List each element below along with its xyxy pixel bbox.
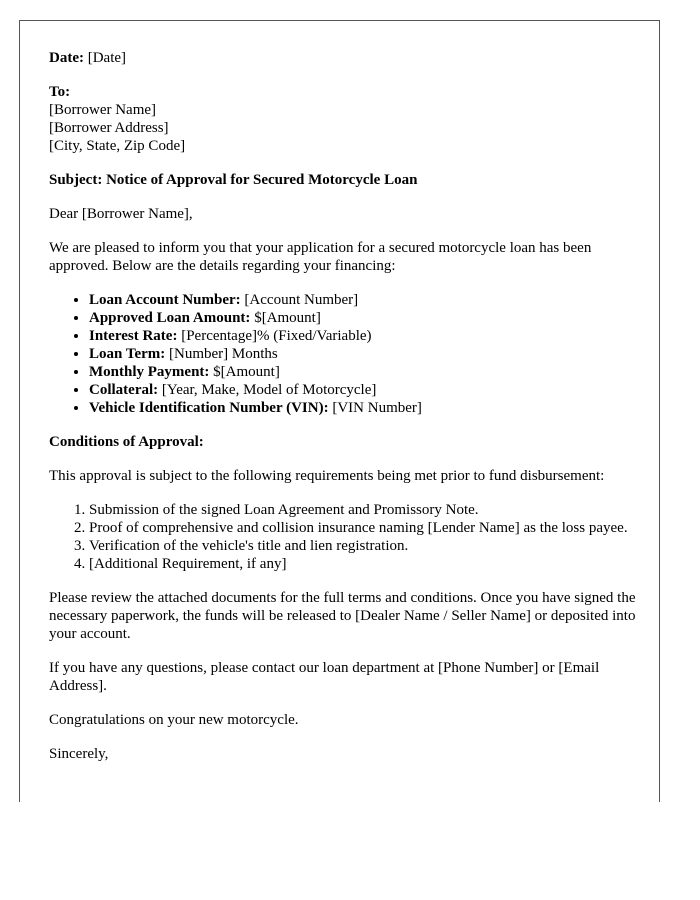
detail-value: [Account Number] (244, 292, 359, 308)
detail-label: Interest Rate: (89, 328, 178, 344)
date-line (49, 49, 639, 67)
intro-paragraph: We are pleased to inform you that your application for a secured motorcycle loan has been approved. Below are the details regarding your financing: (49, 240, 592, 274)
detail-loan-amount (89, 309, 639, 327)
detail-value: [Year, Make, Model of Motorcycle] (161, 382, 377, 398)
recipient-block (49, 83, 639, 155)
condition-item: 2. Proof of comprehensive and collision insurance naming [Lender Name] as the loss payee. (89, 519, 639, 537)
borrower-name: [Borrower Name] (49, 102, 157, 118)
condition-item: 3. Verification of the vehicle's title and lien registration. (89, 537, 639, 555)
letter-page (19, 20, 660, 802)
detail-account-number (89, 291, 639, 309)
closing-line: Sincerely, (49, 746, 109, 762)
detail-label: Monthly Payment: (89, 364, 210, 380)
subject-line: Subject: Notice of Approval for Secured Motorcycle Loan (49, 172, 418, 188)
detail-interest-rate (89, 327, 639, 345)
detail-label: Collateral: (89, 382, 159, 398)
loan-details-list (49, 291, 639, 417)
salutation: Dear [Borrower Name], (49, 206, 193, 222)
date-label: Date: (49, 50, 84, 66)
date-value: [Date] (87, 50, 127, 66)
congratulations-line: Congratulations on your new motorcycle. (49, 712, 299, 728)
detail-label: Loan Account Number: (89, 292, 241, 308)
detail-label: Vehicle Identification Number (VIN): (89, 400, 329, 416)
conditions-list (49, 501, 639, 573)
condition-item: 1. Submission of the signed Loan Agreement and Promissory Note. (89, 501, 639, 519)
detail-loan-term (89, 345, 639, 363)
conditions-heading: Conditions of Approval: (49, 434, 204, 450)
detail-value: [Number] Months (169, 346, 278, 362)
to-label: To: (49, 84, 71, 100)
detail-value: $[Amount] (213, 364, 280, 380)
condition-item: 4. [Additional Requirement, if any] (89, 555, 639, 573)
detail-label: Loan Term: (89, 346, 166, 362)
detail-value: [Percentage]% (Fixed/Variable) (181, 328, 372, 344)
review-paragraph: Please review the attached documents for the full terms and conditions. Once you have signed the necessary paperwork, the funds will be released to [Dealer Name / Seller Name] or deposited into your account. (49, 590, 636, 642)
detail-value: $[Amount] (254, 310, 321, 326)
detail-collateral (89, 381, 639, 399)
borrower-city-state-zip: [City, State, Zip Code] (49, 138, 186, 154)
detail-vin (89, 399, 639, 417)
letter-content (49, 49, 639, 779)
borrower-address: [Borrower Address] (49, 120, 169, 136)
questions-paragraph: If you have any questions, please contact our loan department at [Phone Number] or [Email Address]. (49, 660, 600, 694)
detail-value: [VIN Number] (332, 400, 422, 416)
conditions-intro: This approval is subject to the following requirements being met prior to fund disbursement: (49, 468, 605, 484)
detail-label: Approved Loan Amount: (89, 310, 251, 326)
detail-monthly-payment (89, 363, 639, 381)
